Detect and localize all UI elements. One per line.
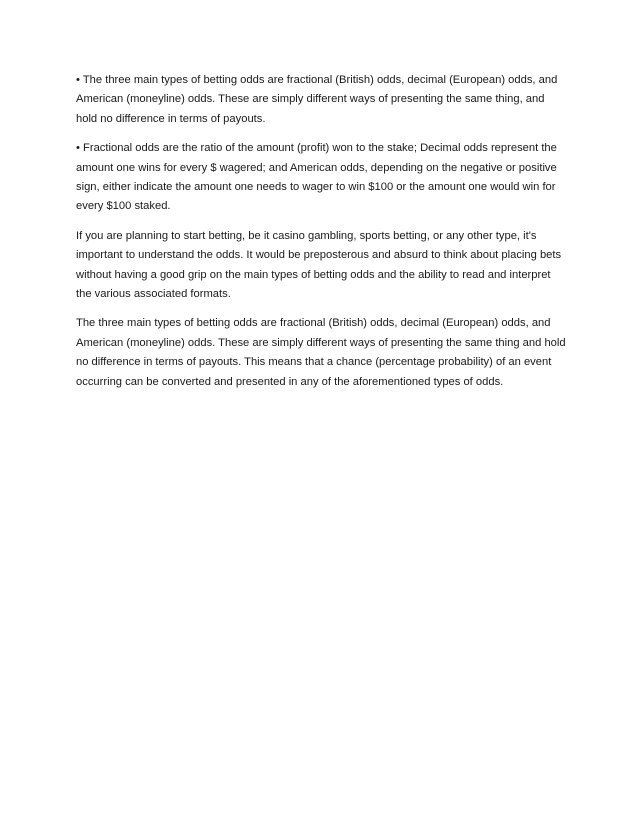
paragraph-bullet-odds-definitions: • Fractional odds are the ratio of the amount (profit) won to the stake; Decimal odds represent the amount one wins for every $ wagered; and American odds, depending on the negative or positive sign, either indicate the amount one needs to wager to win $100 or the amount one would win for every $100 staked. — [76, 142, 557, 213]
document-body — [76, 71, 568, 402]
paragraph-bullet-odds-types: • The three main types of betting odds are fractional (British) odds, decimal (European) odds, and American (moneyline) odds. These are simply different ways of presenting the same thing, and hold no difference in terms of payouts. — [76, 74, 558, 125]
paragraph-betting-intro: If you are planning to start betting, be it casino gambling, sports betting, or any other type, it's important to understand the odds. It would be preposterous and absurd to think about placing bets without having a good grip on the main types of betting odds and the ability to read and interpret the various associated formats. — [76, 229, 562, 301]
paragraph-odds-summary: The three main types of betting odds are fractional (British) odds, decimal (European) odds, and American (moneyline) odds. These are simply different ways of presenting the same thing and hold no difference in terms of payouts. This means that a chance (percentage probability) of an event occurring can be converted and presented in any of the aforementioned types of odds. — [76, 317, 566, 388]
